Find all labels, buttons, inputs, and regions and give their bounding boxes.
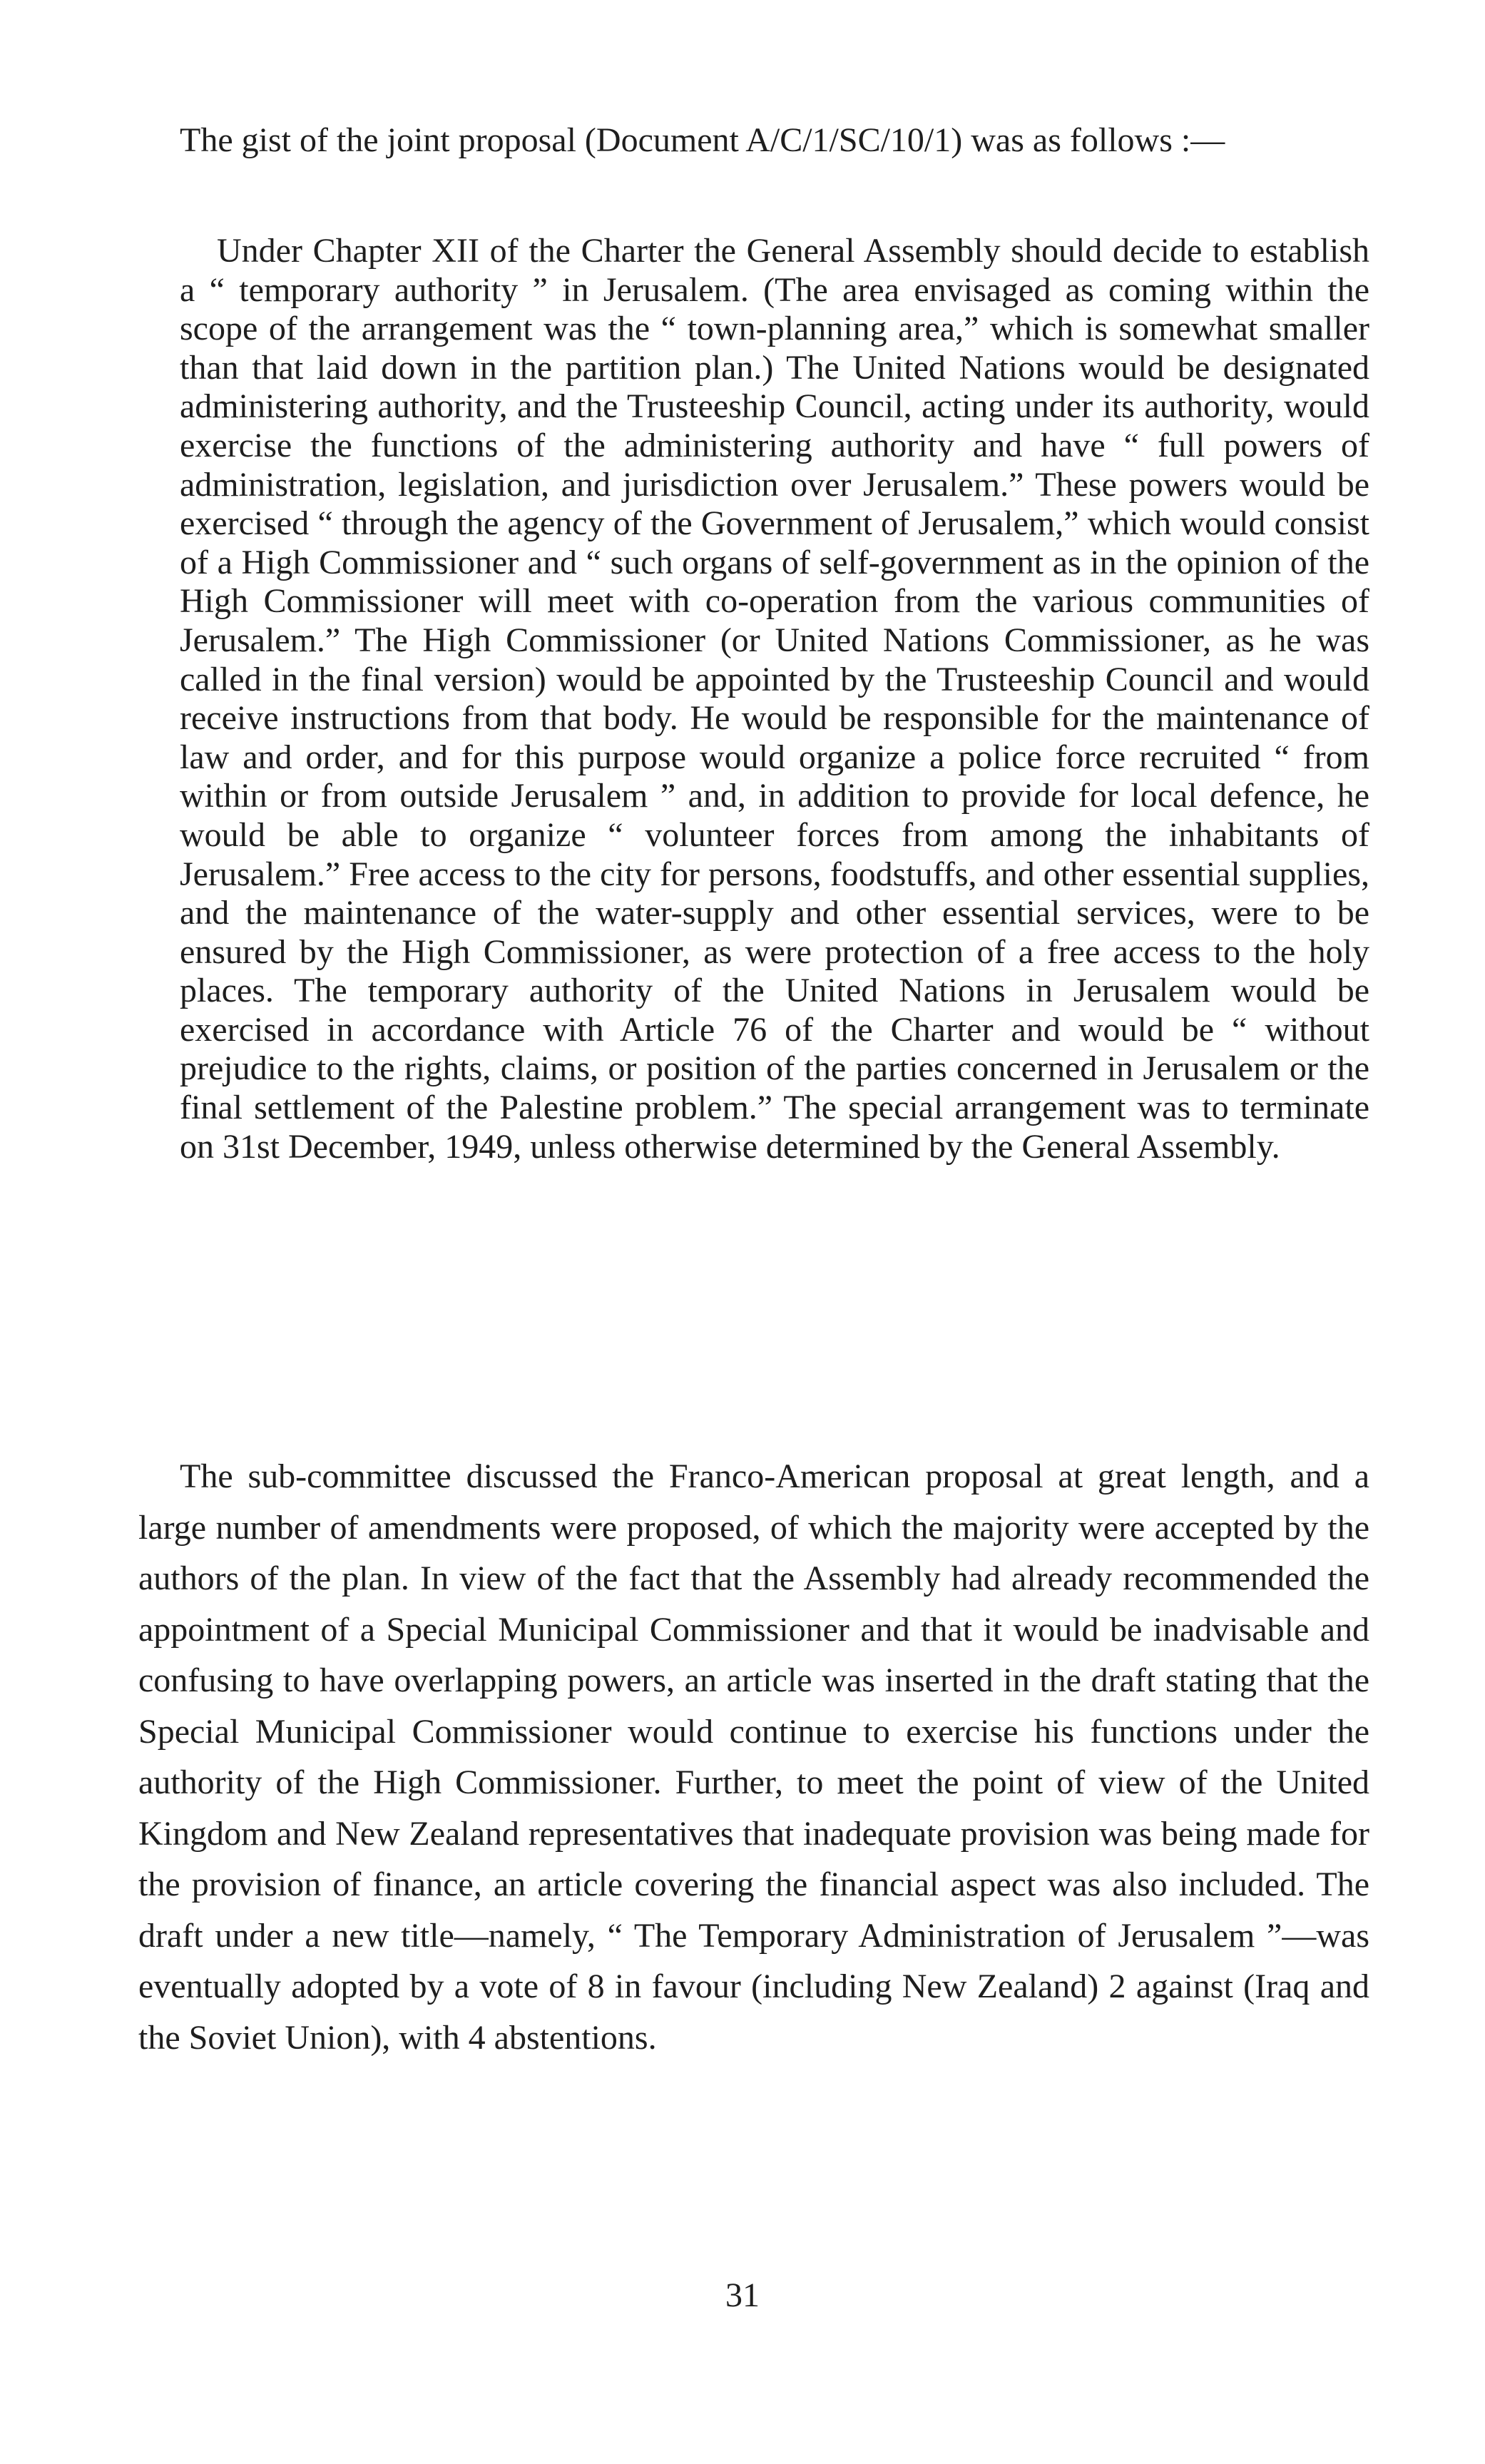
subcommittee-paragraph: The sub-committee discussed the Franco-American proposal at great length, and a large number of amendments were proposed, of which the majority were accepted by the authors of the plan. In view of the fact that the Assembly had already recommended the appointment of a Special Municipal Commissioner and that it would be inadvisable and confusing to have overlapping powers, an article was inserted in the draft stating that the Special Municipal Commissioner would continue to exercise his functions under the authority of the High Commissioner. Further, to meet the point of view of the United Kingdom and New Zealand representatives that inadequate provision was being made for the provision of finance, an article covering the financial aspect was also included. The draft under a new title—namely, “ The Temporary Administration of Jerusalem ”—was eventually adopted by a vote of 8 in favour (including New Zealand) 2 against (Iraq and the Soviet Union), with 4 abstentions. [138, 1457, 1369, 2057]
intro-paragraph: The gist of the joint proposal (Document A/C/1/SC/10/1) was as follows :— [180, 121, 1225, 159]
page-number: 31 [725, 2276, 760, 2314]
quoted-proposal-paragraph: Under Chapter XII of the Charter the General Assembly should decide to establish a “ temporary authority ” in Jerusalem. (The area envisaged as coming within the scope of the arrangement was the “ town-planning area,” which is somewhat smaller than that laid down in the partition plan.) The United Nations would be designated administering authority, and the Trusteeship Council, acting under its authority, would exercise the functions of the administering authority and have “ full powers of administration, legislation, and jurisdiction over Jerusalem.” These powers would be exercised “ through the agency of the Government of Jerusalem,” which would consist of a High Commissioner and “ such organs of self-government as in the opinion of the High Commissioner will meet with co-operation from the various communities of Jerusalem.” The High Commissioner (or United Nations Commissioner, as he was called in the final version) would be appointed by the Trusteeship Council and would receive instructions from that body. He would be responsible for the maintenance of law and order, and for this purpose would organize a police force recruited “ from within or from outside Jerusalem ” and, in addition to provide for local defence, he would be able to organize “ volunteer forces from among the inhabitants of Jerusalem.” Free access to the city for persons, foodstuffs, and other essential supplies, and the maintenance of the water-supply and other essential services, were to be ensured by the High Commissioner, as were protection of a free access to the holy places. The temporary authority of the United Nations in Jerusalem would be exercised in accordance with Article 76 of the Charter and would be “ without prejudice to the rights, claims, or position of the parties concerned in Jerusalem or the final settlement of the Palestine problem.” The special arrangement was to terminate on 31st December, 1949, unless otherwise determined by the General Assembly. [180, 232, 1369, 1166]
